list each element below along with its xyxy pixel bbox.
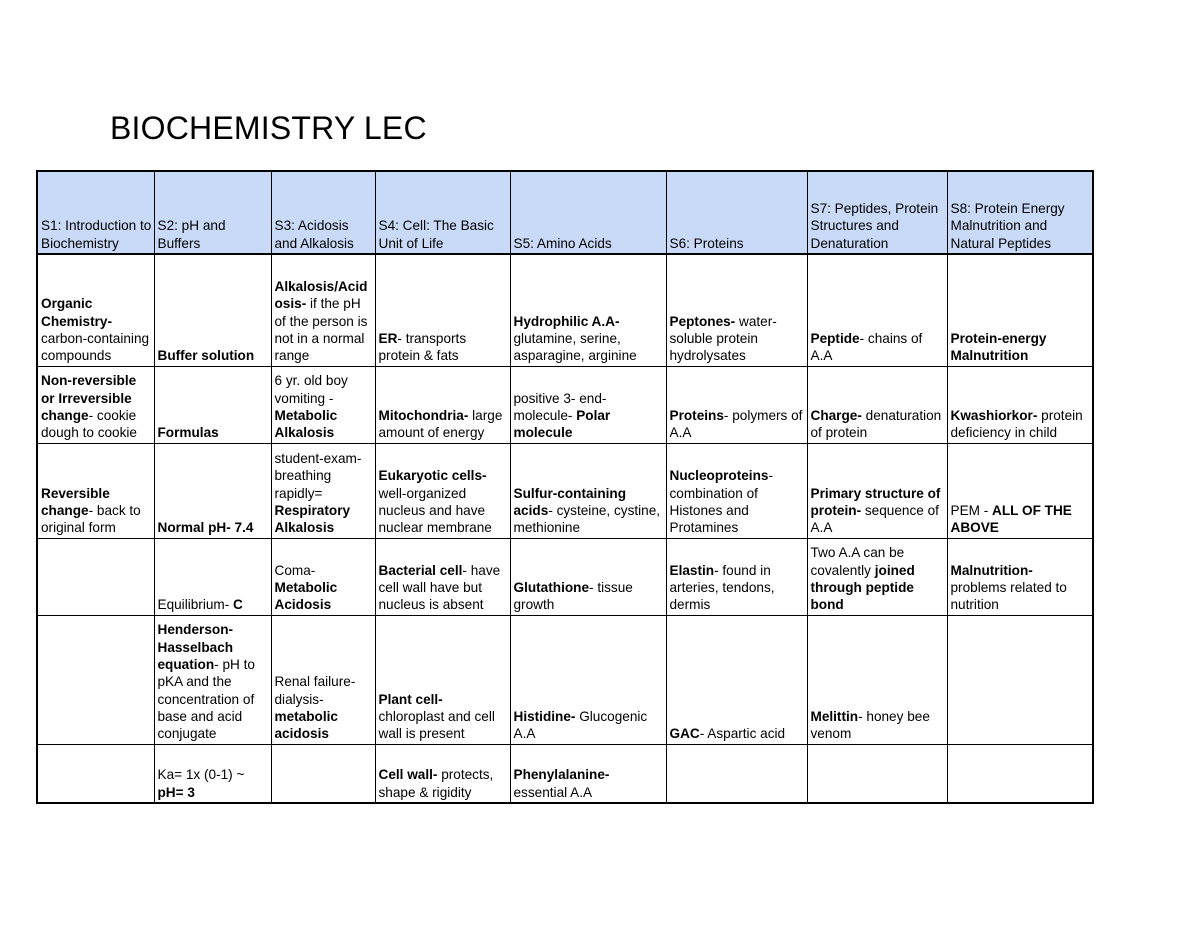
cell-bold-text: Kwashiorkor- <box>950 407 1038 423</box>
table-cell <box>666 443 807 538</box>
table-cell <box>271 366 375 443</box>
table-cell <box>271 254 375 366</box>
cell-text: - honey bee venom <box>810 708 930 742</box>
header-cell-s5: S5: Amino Acids <box>510 171 666 254</box>
table-cell <box>37 538 154 615</box>
cell-text: - pH to pKA and the concentration of base and acid conjugate <box>157 657 255 742</box>
table-cell <box>666 254 807 366</box>
cell-bold-text: Histidine- <box>513 708 576 724</box>
cell-text: - tissue growth <box>513 579 633 613</box>
table-cell <box>271 744 375 803</box>
table-cell <box>666 538 807 615</box>
table-cell <box>666 366 807 443</box>
cell-text: - transports protein & fats <box>378 330 467 364</box>
table-cell <box>375 744 510 803</box>
header-cell-s7: S7: Peptides, Protein Structures and Denaturation <box>807 171 947 254</box>
cell-bold-text: Phenylalanine- <box>513 767 610 783</box>
table-cell <box>807 443 947 538</box>
table-cell <box>947 366 1093 443</box>
cell-bold-text: GAC <box>669 726 700 742</box>
cell-bold-text: joined through peptide bond <box>810 562 915 613</box>
cell-bold-text: C <box>233 597 243 613</box>
table-cell <box>807 366 947 443</box>
header-cell-s1: S1: Introduction to Biochemistry <box>37 171 154 254</box>
header-cell-s3: S3: Acidosis and Alkalosis <box>271 171 375 254</box>
table-cell <box>947 615 1093 744</box>
cell-bold-text: ER <box>378 330 398 346</box>
cell-text: - cookie dough to cookie <box>41 407 137 441</box>
table-cell <box>807 254 947 366</box>
table-cell <box>947 443 1093 538</box>
cell-text: positive 3- end-molecule- <box>513 390 607 423</box>
cell-text: PEM - <box>950 502 993 518</box>
cell-bold-text: Cell wall- <box>378 767 438 783</box>
table-cell <box>154 254 271 366</box>
cell-bold-text: Glutathione <box>513 579 590 595</box>
cell-bold-text: Nucleoproteins <box>669 468 769 484</box>
table-row <box>37 744 1093 803</box>
table-cell <box>666 615 807 744</box>
cell-text: denaturation of protein <box>810 407 942 441</box>
cell-bold-text: Mitochondria- <box>378 407 469 423</box>
table-cell <box>154 538 271 615</box>
cell-bold-text: Charge- <box>810 407 862 423</box>
cell-text: protein deficiency in child <box>950 407 1083 441</box>
cell-text: problems related to nutrition <box>950 579 1067 613</box>
cell-bold-text: Metabolic Acidosis <box>274 579 338 613</box>
table-cell <box>37 443 154 538</box>
cell-bold-text: Organic Chemistry- <box>41 296 113 329</box>
cell-bold-text: Melittin <box>810 708 859 724</box>
table-cell <box>807 615 947 744</box>
cell-bold-text: Bacterial cell <box>378 562 463 578</box>
cell-text: water-soluble protein hydrolysates <box>669 313 777 364</box>
table-cell <box>666 744 807 803</box>
table-cell <box>510 254 666 366</box>
table-cell <box>375 615 510 744</box>
cell-bold-text: Alkalosis/Acidosis- <box>274 279 368 312</box>
cell-text: - found in arteries, tendons, dermis <box>669 562 775 613</box>
cell-text: if the pH of the person is not in a normal range <box>274 296 368 364</box>
cell-bold-text: Normal pH- 7.4 <box>157 520 254 536</box>
table-cell <box>375 366 510 443</box>
cell-bold-text: Henderson-Hasselbach equation <box>157 622 234 673</box>
cell-text: Two A.A can be covalently <box>810 545 905 578</box>
table-cell <box>510 538 666 615</box>
cell-text: - chains of A.A <box>810 330 923 364</box>
header-cell-s8: S8: Protein Energy Malnutrition and Natural Peptides <box>947 171 1093 254</box>
table-cell <box>37 254 154 366</box>
table-cell <box>947 254 1093 366</box>
header-cell-s2: S2: pH and Buffers <box>154 171 271 254</box>
table-cell <box>510 744 666 803</box>
cell-text: - have cell wall have but nucleus is absent <box>378 562 501 613</box>
table-row <box>37 254 1093 366</box>
cell-text: student-exam-breathing rapidly= <box>274 451 362 501</box>
table-cell <box>154 744 271 803</box>
table-cell <box>154 443 271 538</box>
cell-bold-text: Sulfur-containing acids <box>513 485 627 518</box>
cell-text: Coma- <box>274 562 316 578</box>
cell-bold-text: pH= 3 <box>157 784 195 800</box>
cell-text: protects, shape & rigidity <box>378 767 494 800</box>
table-cell <box>271 615 375 744</box>
cell-bold-text: Eukaryotic cells- <box>378 468 487 484</box>
table-cell <box>947 744 1093 803</box>
cell-bold-text: Elastin <box>669 562 715 578</box>
table-row <box>37 615 1093 744</box>
document-title: BIOCHEMISTRY LEC <box>110 110 427 146</box>
cell-text: - back to original form <box>41 502 141 536</box>
header-cell-s6: S6: Proteins <box>666 171 807 254</box>
cell-bold-text: metabolic acidosis <box>274 708 338 742</box>
cell-text: - cysteine, cystine, methionine <box>513 502 661 536</box>
cell-text: glutamine, serine, asparagine, arginine <box>513 330 637 364</box>
cell-bold-text: Buffer solution <box>157 348 255 364</box>
cell-text: carbon-containing compounds <box>41 330 150 364</box>
cell-text: Equilibrium- <box>157 597 234 613</box>
cell-text: - combination of Histones and Protamines <box>669 468 773 536</box>
table-cell <box>37 615 154 744</box>
header-row <box>37 171 1093 254</box>
table-cell <box>807 538 947 615</box>
table-row <box>37 538 1093 615</box>
table-cell <box>154 615 271 744</box>
cell-text: essential A.A <box>513 784 593 800</box>
cell-bold-text: Proteins <box>669 407 724 423</box>
table-row <box>37 443 1093 538</box>
table-cell <box>510 615 666 744</box>
cell-text: 6 yr. old boy vomiting - <box>274 373 348 406</box>
cell-bold-text: Hydrophilic A.A- <box>513 313 620 329</box>
table-row <box>37 366 1093 443</box>
cell-bold-text: Respiratory Alkalosis <box>274 502 351 536</box>
table-cell <box>271 443 375 538</box>
biochemistry-table <box>36 170 1094 804</box>
table-cell <box>375 443 510 538</box>
cell-bold-text: Plant cell- <box>378 691 443 707</box>
table-cell <box>37 744 154 803</box>
cell-bold-text: Non-reversible or Irreversible change <box>41 373 137 423</box>
cell-text: chloroplast and cell wall is present <box>378 708 495 742</box>
cell-text: Renal failure-dialysis- <box>274 674 356 707</box>
cell-bold-text: ALL OF THE ABOVE <box>950 502 1072 536</box>
table-cell <box>375 538 510 615</box>
cell-text: - polymers of A.A <box>669 407 803 441</box>
cell-text: Glucogenic A.A <box>513 708 648 742</box>
cell-bold-text: Formulas <box>157 425 219 441</box>
cell-bold-text: Reversible change <box>41 485 110 518</box>
cell-text: well-organized nucleus and have nuclear membrane <box>378 485 492 536</box>
cell-bold-text: Peptide <box>810 330 860 346</box>
header-cell-s4: S4: Cell: The Basic Unit of Life <box>375 171 510 254</box>
table-cell <box>807 744 947 803</box>
table-cell <box>510 443 666 538</box>
cell-text: - Aspartic acid <box>699 726 786 742</box>
cell-bold-text: Polar molecule <box>513 407 611 441</box>
cell-bold-text: Protein-energy Malnutrition <box>950 330 1047 364</box>
cell-text: large amount of energy <box>378 407 503 441</box>
cell-text: Ka= 1x (0-1) ~ <box>157 767 245 783</box>
table-cell <box>947 538 1093 615</box>
cell-bold-text: Peptones- <box>669 313 736 329</box>
cell-bold-text: Metabolic Alkalosis <box>274 407 338 441</box>
cell-bold-text: Malnutrition- <box>950 562 1033 578</box>
cell-text: sequence of A.A <box>810 502 939 536</box>
table-cell <box>154 366 271 443</box>
table-cell <box>271 538 375 615</box>
cell-bold-text: Primary structure of protein- <box>810 485 941 518</box>
table-cell <box>37 366 154 443</box>
table-cell <box>510 366 666 443</box>
table-cell <box>375 254 510 366</box>
